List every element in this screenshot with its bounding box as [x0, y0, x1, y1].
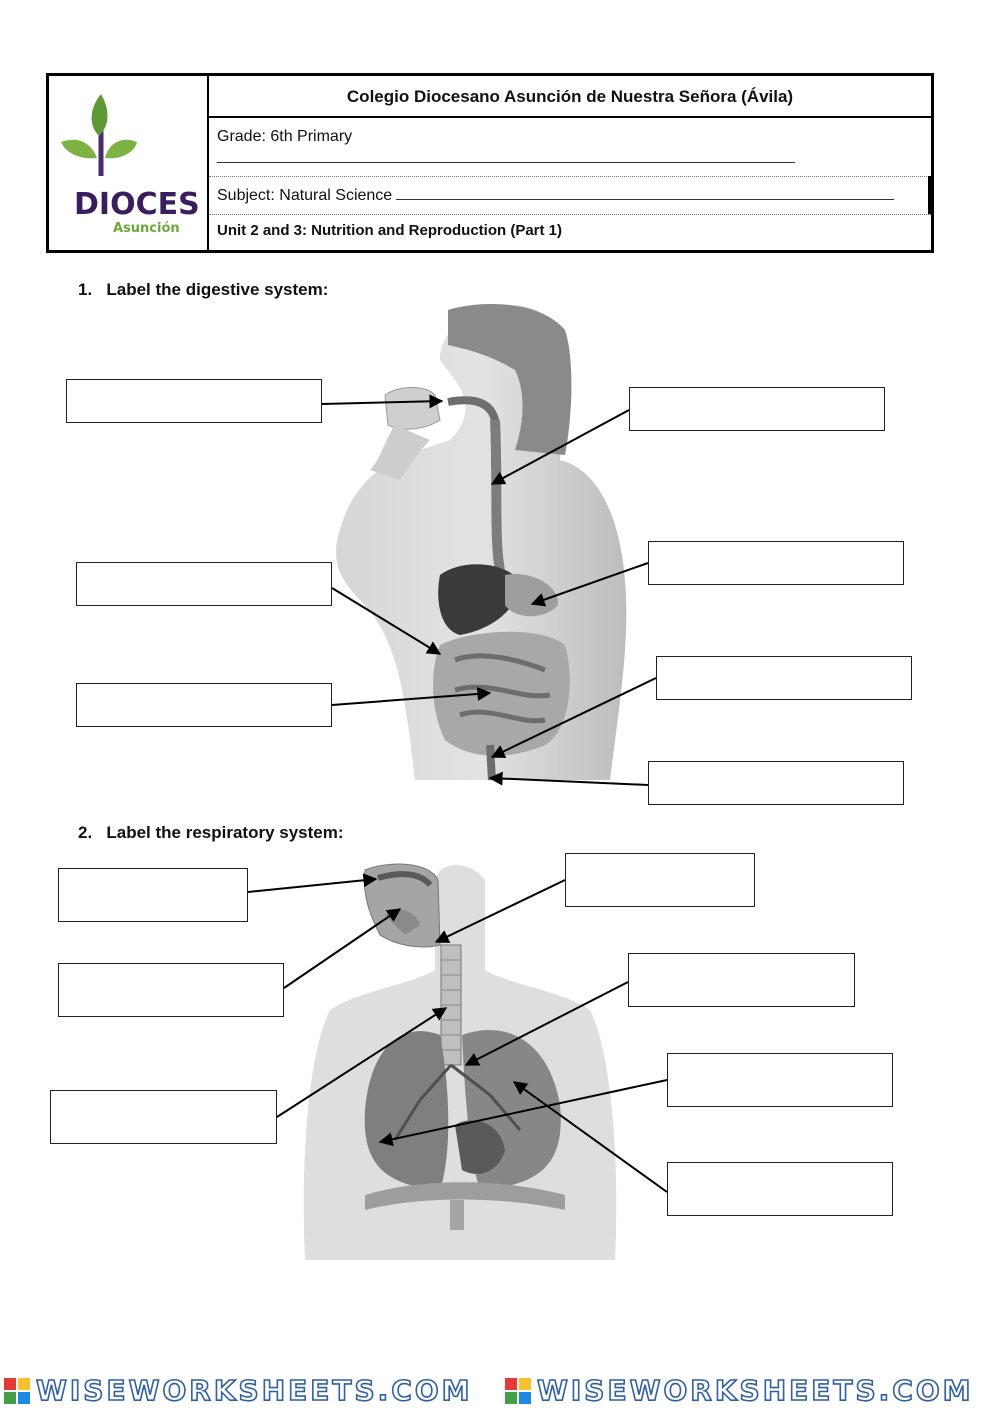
footer-watermark: [0, 1372, 1000, 1408]
digestive-answer-box[interactable]: [66, 379, 322, 423]
digestive-answer-box[interactable]: [76, 683, 332, 727]
watermark-badge-icon: [505, 1378, 531, 1404]
watermark-text: WISEWORKSHEETS.COM: [537, 1374, 974, 1407]
respiratory-answer-box[interactable]: [565, 853, 755, 907]
digestive-system-illustration: [336, 304, 626, 780]
watermark-badge-icon: [4, 1378, 30, 1404]
respiratory-system-illustration: [304, 864, 617, 1260]
logo-sub: Asunción: [113, 221, 180, 236]
question-text: Label the digestive system:: [106, 280, 329, 299]
question-number: 2.: [78, 823, 93, 842]
grade-label: Grade: 6th Primary: [217, 128, 353, 145]
watermark-text: WISEWORKSHEETS.COM: [36, 1374, 473, 1407]
logo-brand: DIOCES: [74, 187, 200, 222]
unit-title: Unit 2 and 3: Nutrition and Reproduction (Part 1): [217, 222, 562, 239]
respiratory-answer-box[interactable]: [58, 963, 284, 1017]
digestive-answer-box[interactable]: [656, 656, 912, 700]
digestive-answer-box[interactable]: [629, 387, 885, 431]
digestive-answer-box[interactable]: [648, 541, 904, 585]
subject-label: Subject: Natural Science: [217, 187, 393, 204]
question-number: 1.: [78, 280, 93, 299]
question-text: Label the respiratory system:: [106, 823, 344, 842]
digestive-answer-box[interactable]: [76, 562, 332, 606]
respiratory-answer-box[interactable]: [628, 953, 855, 1007]
digestive-answer-box[interactable]: [648, 761, 904, 805]
school-name: Colegio Diocesano Asunción de Nuestra Señora (Ávila): [209, 76, 931, 118]
respiratory-answer-box[interactable]: [50, 1090, 277, 1144]
respiratory-answer-box[interactable]: [667, 1162, 893, 1216]
respiratory-answer-box[interactable]: [58, 868, 248, 922]
respiratory-answer-box[interactable]: [667, 1053, 893, 1107]
